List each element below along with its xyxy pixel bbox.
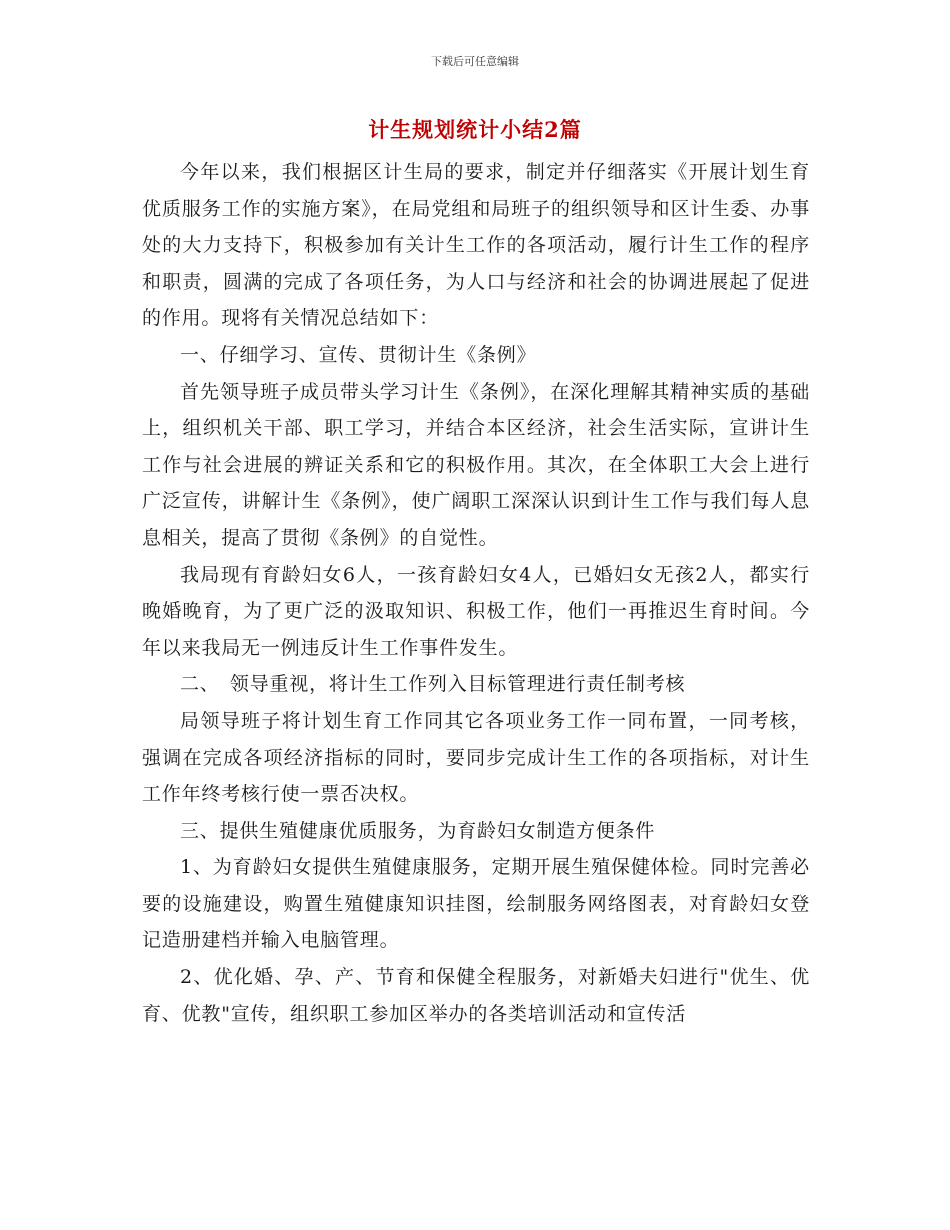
section-heading: 一、仔细学习、宣传、贯彻计生《条例》 bbox=[180, 343, 537, 366]
header-note: 下载后可任意编辑 bbox=[431, 55, 519, 68]
section-heading: 三、提供生殖健康优质服务，为育龄妇女制造方便条件 bbox=[180, 819, 656, 842]
paragraph: 我局现有育龄妇女6人，一孩育龄妇女4人，已婚妇女无孩2人，都实行晚婚晚育，为了更广泛的汲取知识、积极工作，他们一再推迟生育时间。今年以来我局无一例违反计生工作事件发生。 bbox=[142, 563, 810, 659]
paragraph: 1、为育龄妇女提供生殖健康服务，定期开展生殖保健体检。同时完善必要的设施建设，购置生殖健康知识挂图，绘制服务网络图表，对育龄妇女登记造册建档并输入电脑管理。 bbox=[142, 856, 810, 952]
paragraph: 今年以来，我们根据区计生局的要求，制定并仔细落实《开展计划生育优质服务工作的实施方案》，在局党组和局班子的组织领导和区计生委、办事处的大力支持下，积极参加有关计生工作的各项活动，履行计生工作的程序和职责，圆满的完成了各项任务，为人口与经济和社会的协调进展起了促进的作用。现将有关情况总结如下： bbox=[142, 161, 810, 330]
paragraph: 2、优化婚、孕、产、节育和保健全程服务，对新婚夫妇进行"优生、优育、优教"宣传，组织职工参加区举办的各类培训活动和宣传活 bbox=[142, 966, 810, 1025]
paragraph: 局领导班子将计划生育工作同其它各项业务工作一同布置，一同考核，强调在完成各项经济指标的同时，要同步完成计生工作的各项指标，对计生工作年终考核行使一票否决权。 bbox=[142, 709, 810, 806]
document-title: 计生规划统计小结2篇 bbox=[368, 117, 582, 142]
paragraph: 首先领导班子成员带头学习计生《条例》，在深化理解其精神实质的基础上，组织机关干部、职工学习，并结合本区经济，社会生活实际，宣讲计生工作与社会进展的辨证关系和它的积极作用。其次，在全体职工大会上进行广泛宣传，讲解计生《条例》，使广阔职工深深认识到计生工作与我们每人息息相关，提高了贯彻《条例》的自觉性。 bbox=[142, 380, 810, 549]
section-heading: 二、 领导重视，将计生工作列入目标管理进行责任制考核 bbox=[180, 673, 686, 696]
document-body bbox=[142, 154, 810, 1032]
